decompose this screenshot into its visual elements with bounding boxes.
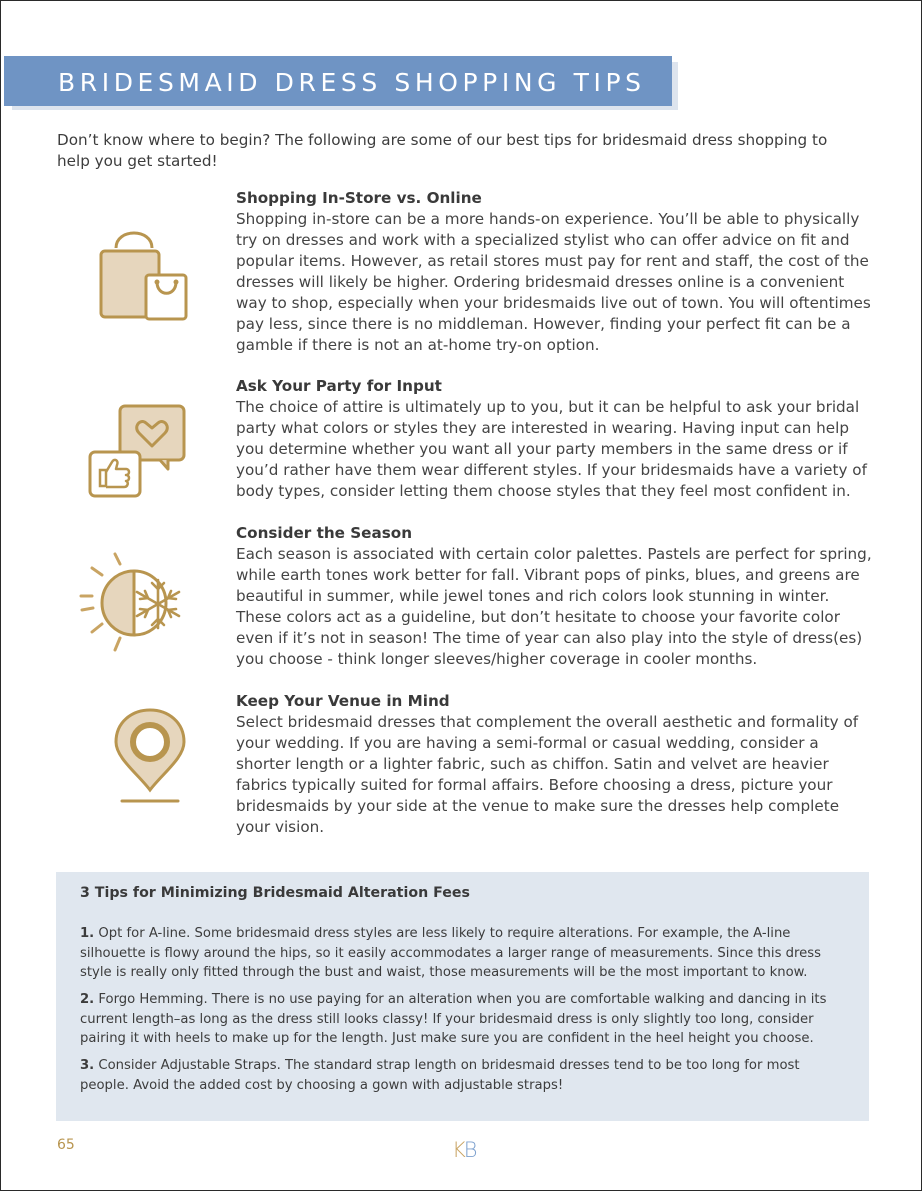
logo-b: B bbox=[463, 1138, 476, 1162]
tip-venue bbox=[236, 691, 876, 838]
shopping-bags-icon bbox=[96, 222, 192, 322]
tip-season bbox=[236, 523, 876, 670]
tip-heading: Shopping In-Store vs. Online bbox=[236, 189, 482, 207]
sun-and-snowflake-icon bbox=[78, 550, 188, 658]
tip-body: Select bridesmaid dresses that complement the overall aesthetic and formality of your wedding. If you are having a semi-formal or casual wedding, consider a shorter length or a lighter fabric, such as chiffon. Satin and velvet are heavier fabrics typically suited for formal affairs. Before choosing a dress, picture your bridesmaids by your side at the venue to make sure the dresses help complete your vision. bbox=[236, 713, 859, 836]
callout-title: 3 Tips for Minimizing Bridesmaid Alteration Fees bbox=[80, 885, 470, 901]
callout-item-number: 2. bbox=[80, 992, 95, 1007]
page-number: 65 bbox=[57, 1137, 75, 1153]
intro-paragraph: Don’t know where to begin? The following are some of our best tips for bridesmaid dress shopping to help you get started! bbox=[57, 131, 828, 170]
alteration-tips-box bbox=[56, 872, 869, 1121]
kb-logo bbox=[452, 1138, 476, 1162]
location-pin-icon bbox=[108, 706, 192, 806]
callout-item-text: Consider Adjustable Straps. The standard strap length on bridesmaid dresses tend to be too long for most people. Avoid the added cost by choosing a gown with adjustable straps! bbox=[80, 1058, 800, 1093]
callout-item-number: 3. bbox=[80, 1058, 95, 1073]
callout-item-number: 1. bbox=[80, 926, 95, 941]
tip-shopping bbox=[236, 188, 876, 356]
tip-heading: Keep Your Venue in Mind bbox=[236, 692, 450, 710]
tip-heading: Ask Your Party for Input bbox=[236, 377, 442, 395]
callout-item bbox=[80, 924, 850, 983]
callout-item bbox=[80, 990, 850, 1049]
callout-item-text: Opt for A-line. Some bridesmaid dress styles are less likely to require alterations. For example, the A-line silhouette is flowy around the hips, so it easily accommodates a larger range of measurements. Since this dress style is really only fitted through the bust and waist, those measurements will be the most important to know. bbox=[80, 926, 821, 980]
callout-item bbox=[80, 1056, 850, 1095]
page-title: BRIDESMAID DRESS SHOPPING TIPS bbox=[58, 68, 646, 97]
tip-body: The choice of attire is ultimately up to you, but it can be helpful to ask your bridal party what colors or styles they are interested in wearing. Having input can help you determine whether you want all your party members in the same dress or if you’d rather have them wear different styles. If your bridesmaids have a variety of body types, consider letting them choose styles that they feel most confident in. bbox=[236, 398, 867, 500]
heart-and-thumbs-up-chat-icon bbox=[86, 402, 190, 500]
tip-body: Each season is associated with certain color palettes. Pastels are perfect for spring, while earth tones work better for fall. Vibrant pops of pinks, blues, and greens are beautiful in summer, while jewel tones and rich colors look stunning in winter. These colors act as a guideline, but don’t hesitate to choose your favorite color even if it’s not in season! The time of year can also play into the style of dress(es) you choose - think longer sleeves/higher coverage in cooler months. bbox=[236, 545, 872, 668]
callout-item-text: Forgo Hemming. There is no use paying for an alteration when you are comfortable walking and dancing in its current length–as long as the dress still looks classy! If your bridesmaid dress is only slightly too long, consider pairing it with heels to make up for the length. Just make sure you are confident in the heel height you choose. bbox=[80, 992, 827, 1046]
tip-heading: Consider the Season bbox=[236, 524, 413, 542]
tip-party-input bbox=[236, 376, 876, 502]
logo-k: K bbox=[452, 1138, 464, 1162]
tip-body: Shopping in-store can be a more hands-on experience. You’ll be able to physically try on dresses and work with a specialized stylist who can offer advice on fit and popular items. However, as retail stores must pay for rent and staff, the cost of the dresses will likely be higher. Ordering bridesmaid dresses online is a convenient way to shop, especially when your bridesmaids live out of town. You will oftentimes pay less, since there is no middleman. However, finding your perfect fit can be a gamble if there is not an at-home try-on option. bbox=[236, 210, 871, 354]
